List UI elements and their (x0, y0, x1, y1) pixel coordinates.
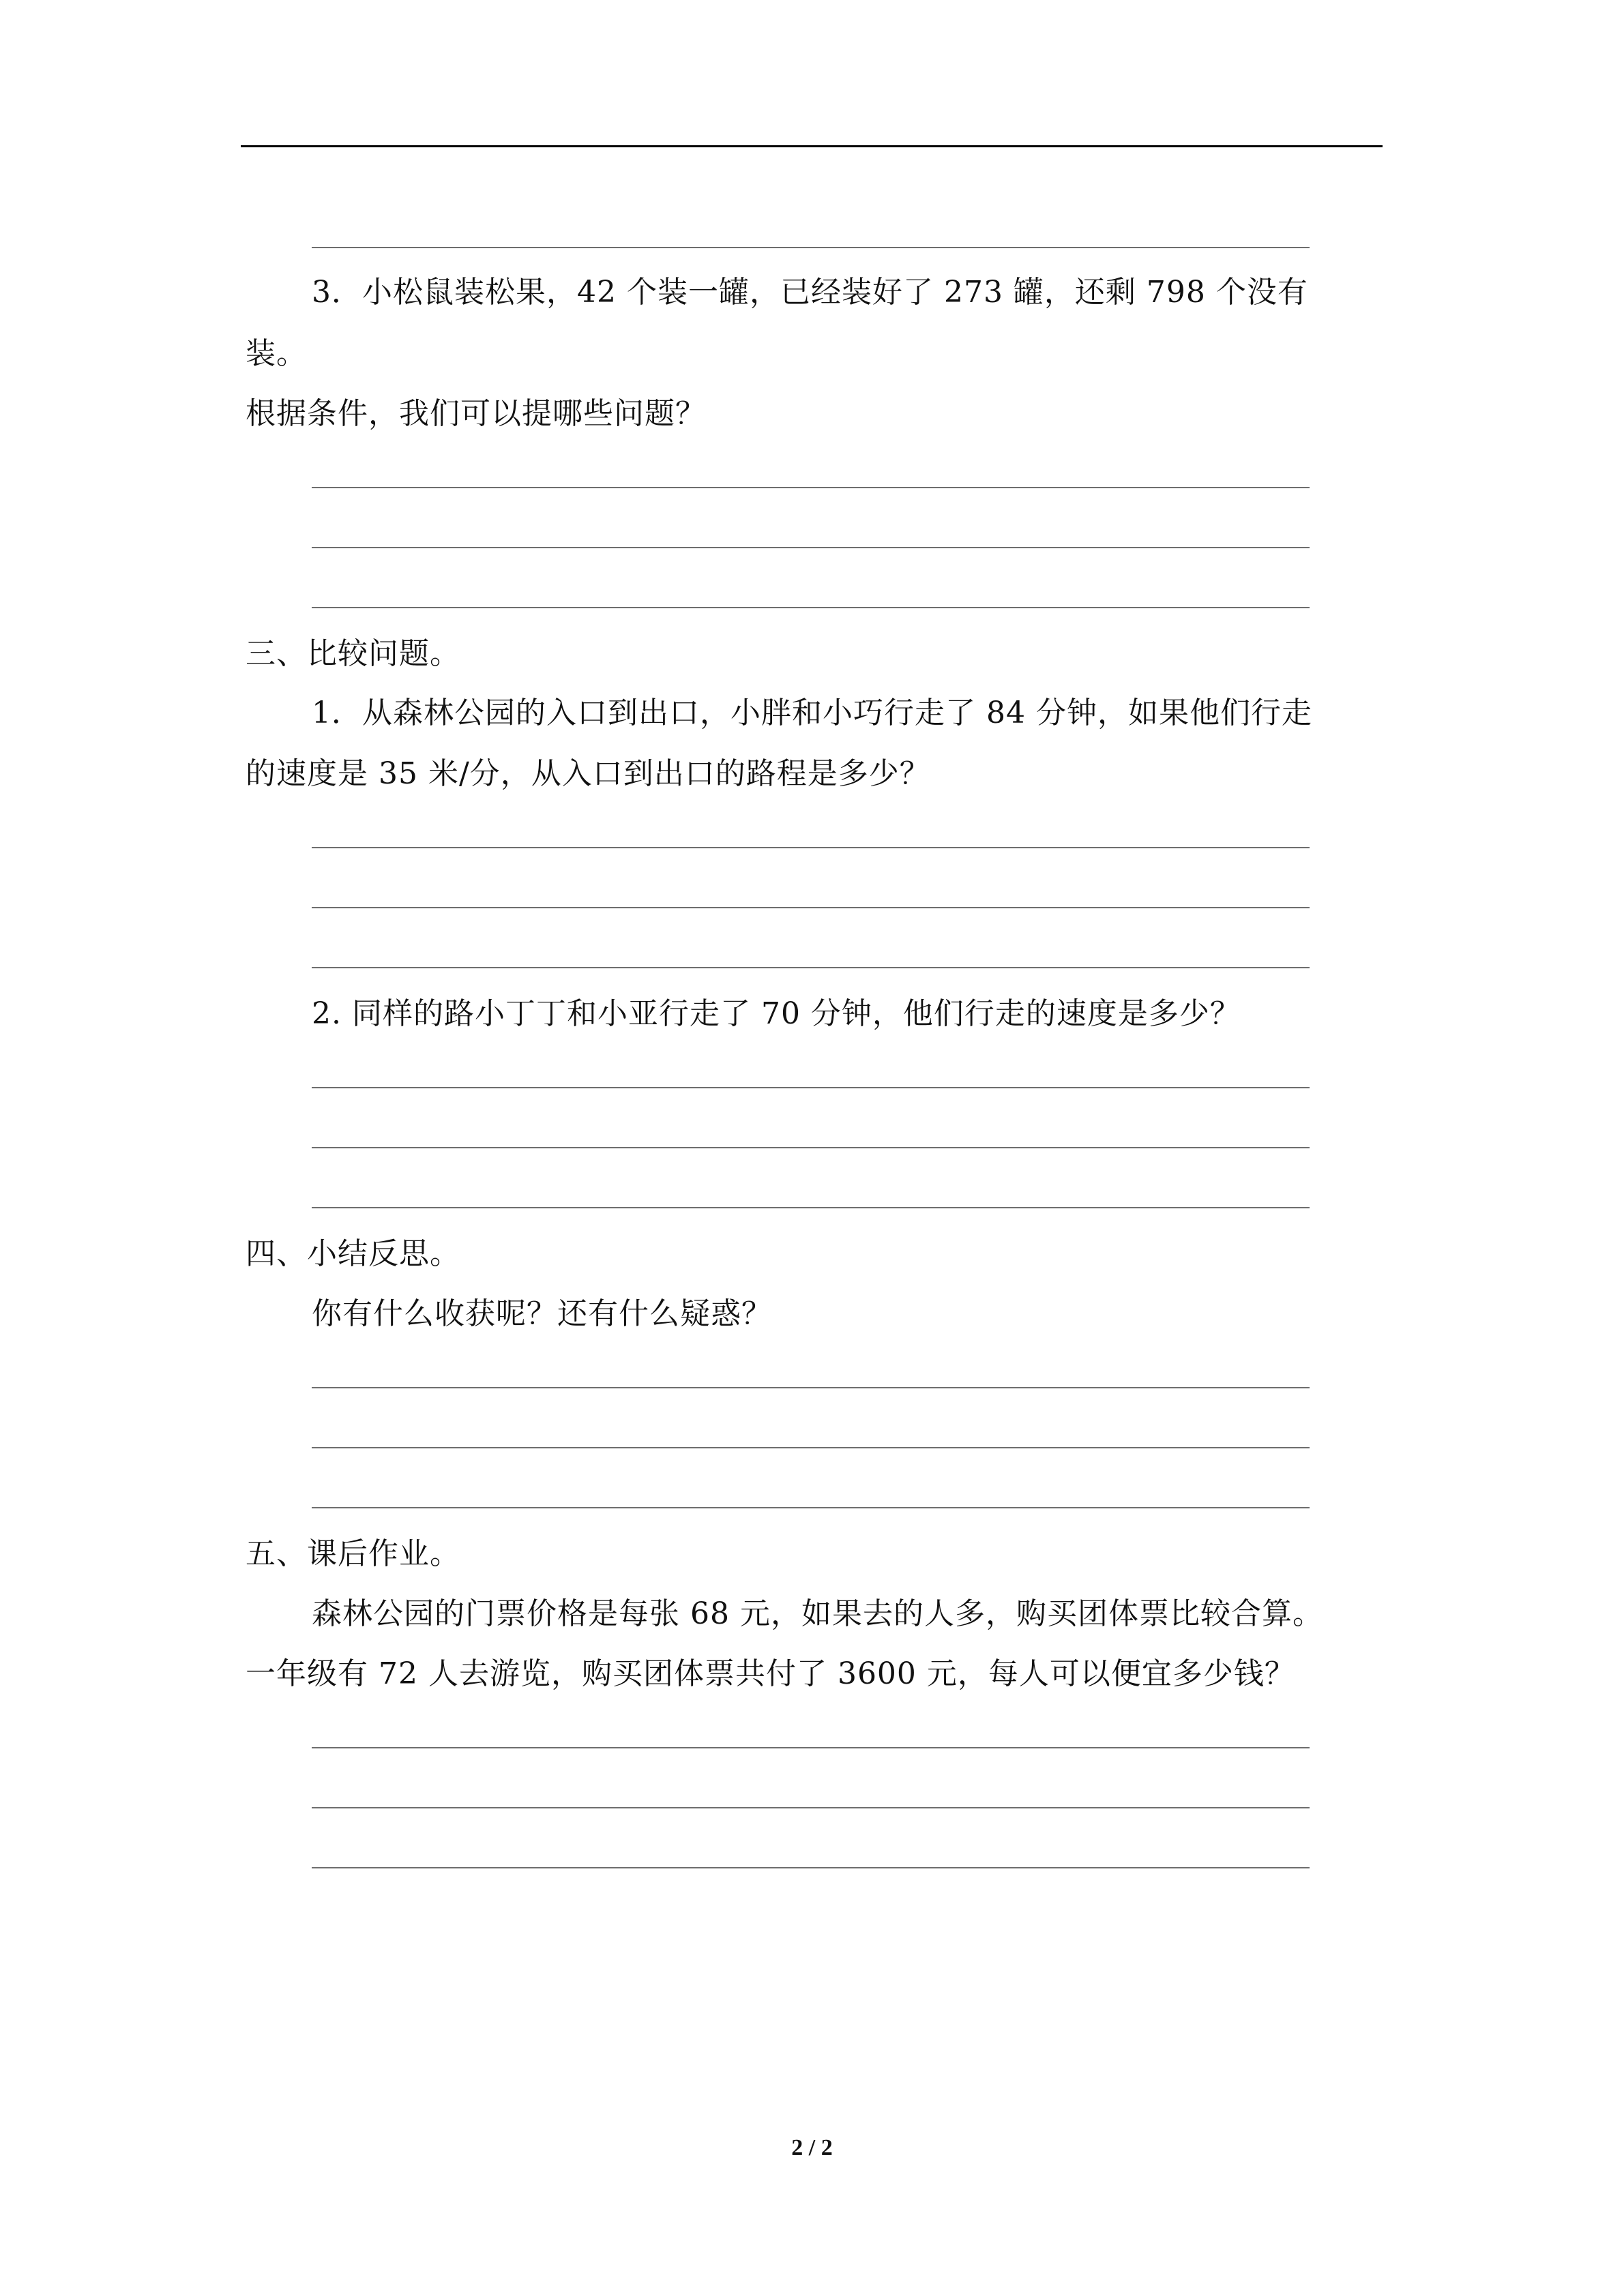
problem-3-prompt: 根据条件，我们可以提哪些问题？ (246, 396, 706, 431)
answer-line[interactable] (312, 1507, 1310, 1508)
answer-line[interactable] (312, 1807, 1310, 1808)
answer-line[interactable] (312, 547, 1310, 548)
answer-line[interactable] (312, 1747, 1310, 1748)
answer-line[interactable] (312, 907, 1310, 908)
answer-line[interactable] (312, 1087, 1310, 1088)
header-rule (241, 145, 1383, 147)
answer-line[interactable] (312, 1447, 1310, 1448)
page-number: 2 / 2 (791, 2135, 833, 2160)
answer-line[interactable] (312, 1147, 1310, 1148)
answer-line (312, 247, 1310, 248)
problem-3-text-cont: 装。 (246, 336, 307, 371)
answer-line[interactable] (312, 1387, 1310, 1388)
answer-line[interactable] (312, 967, 1310, 968)
answer-line[interactable] (312, 1867, 1310, 1868)
answer-line[interactable] (312, 487, 1310, 488)
section-4-heading: 四、小结反思。 (246, 1236, 460, 1271)
section-5-problem: 森林公园的门票价格是每张 68 元，如果去的人多，购买团体票比较合算。 (312, 1596, 1323, 1631)
answer-line[interactable] (312, 607, 1310, 608)
section-3-heading: 三、比较问题。 (246, 636, 460, 671)
section-5-problem-cont: 一年级有 72 人去游览，购买团体票共付了 3600 元，每人可以便宜多少钱？ (246, 1656, 1295, 1691)
answer-line[interactable] (312, 847, 1310, 848)
section-3-question-1: 1．从森林公园的入口到出口，小胖和小巧行走了 84 分钟，如果他们行走 (312, 696, 1312, 730)
section-3-question-1-cont: 的速度是 35 米/分，从入口到出口的路程是多少？ (246, 756, 930, 791)
section-5-heading: 五、课后作业。 (246, 1536, 460, 1571)
section-3-question-2: 2. 同样的路小丁丁和小亚行走了 70 分钟，他们行走的速度是多少？ (312, 996, 1241, 1031)
answer-line[interactable] (312, 1207, 1310, 1208)
section-4-prompt: 你有什么收获呢？还有什么疑惑？ (312, 1296, 772, 1331)
problem-3-text: 3．小松鼠装松果，42 个装一罐，已经装好了 273 罐，还剩 798 个没有 (312, 275, 1308, 310)
